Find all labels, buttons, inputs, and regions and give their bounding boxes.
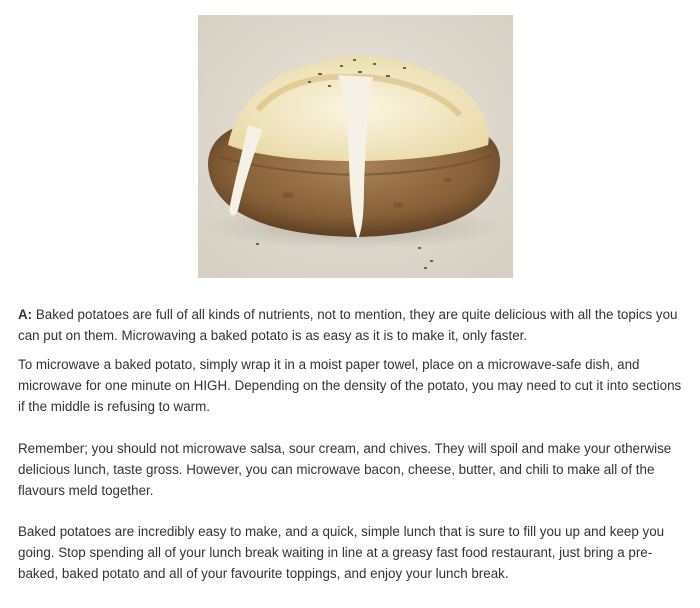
baked-potato-photo xyxy=(198,15,513,278)
paragraph-microwave-instructions: To microwave a baked potato, simply wrap it in a moist paper towel, place on a microwave-safe dish, and microwave for one minute on HIGH. Depending on the density of the potato, you may need to cut it into sections if the middle is refusing to warm. xyxy=(18,357,682,414)
answer-text: Baked potatoes are full of all kinds of nutrients, not to mention, they are quite delicious with all the topics you can put on them. Microwaving a baked potato is as easy as it is to make it, only faster. xyxy=(18,307,678,343)
paragraph-lunch-conclusion: Baked potatoes are incredibly easy to make, and a quick, simple lunch that is sure to fill you up and keep you going. Stop spending all of your lunch break waiting in line at a greasy fast food restaurant, just bring a pre-baked, baked potato and all of your favourite toppings, and enjoy your lunch break. xyxy=(18,524,665,581)
paragraph-toppings-advice: Remember; you should not microwave salsa, sour cream, and chives. They will spoil and make your otherwise delicious lunch, taste gross. However, you can microwave bacon, cheese, butter, and chili to make all of the flavours meld together. xyxy=(18,441,672,498)
answer-label: A: xyxy=(18,307,33,322)
answer-paragraph xyxy=(18,304,682,346)
